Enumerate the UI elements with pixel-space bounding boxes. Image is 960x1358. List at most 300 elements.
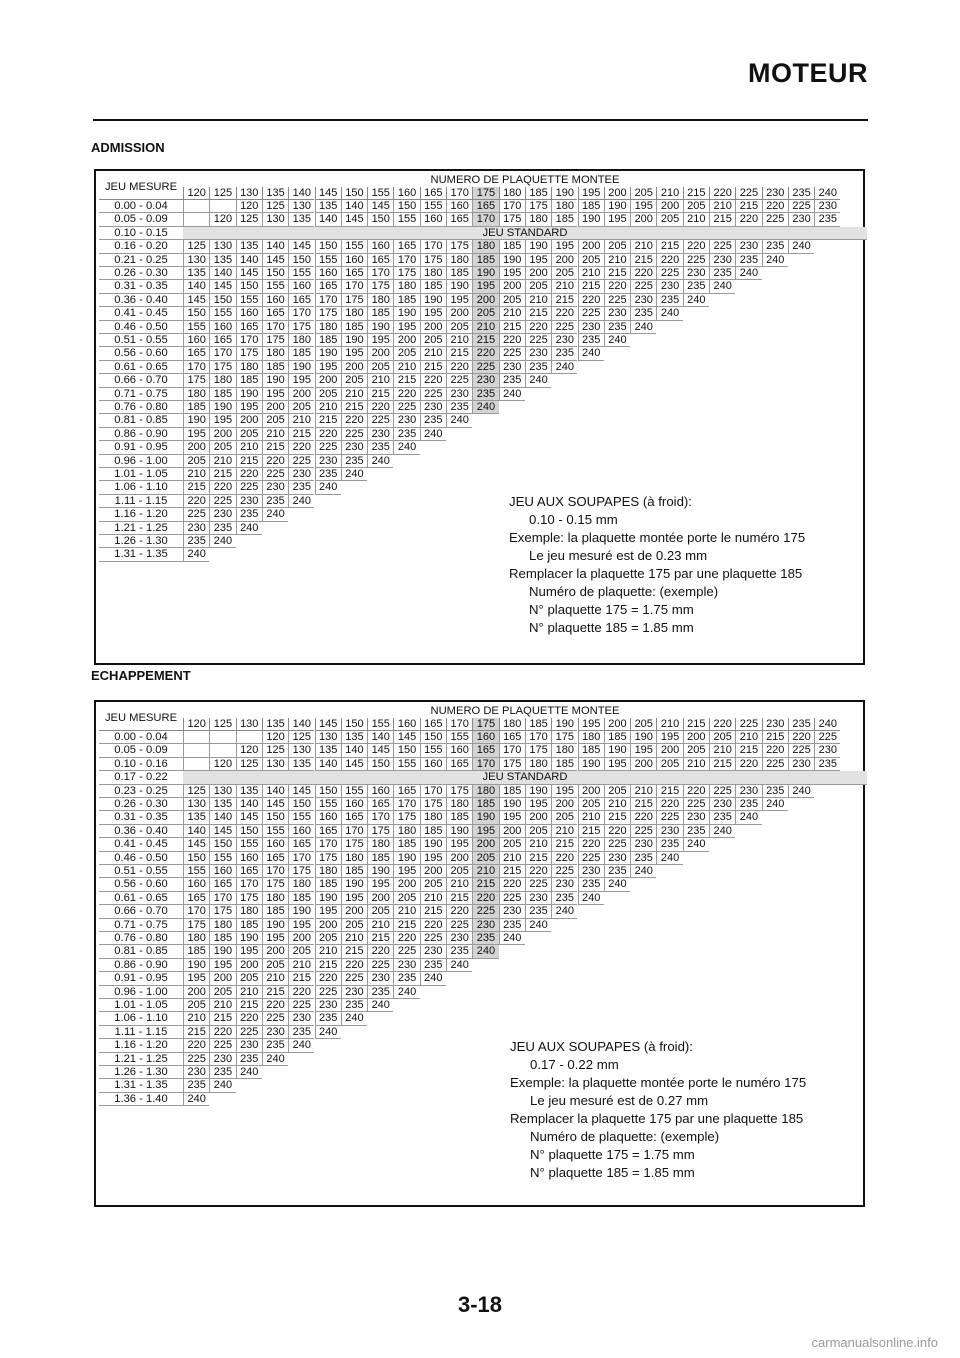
shim-value-cell: 150: [209, 294, 235, 307]
shim-value-cell: 160: [236, 852, 262, 865]
shim-value-cell: 220: [683, 240, 709, 253]
shim-value-cell: 175: [525, 744, 551, 757]
notes-measured: Le jeu mesuré est de 0.23 mm: [529, 548, 708, 563]
shim-value-cell: 200: [183, 441, 209, 454]
shim-value-cell: 205: [683, 744, 709, 757]
shim-value-cell: 215: [236, 455, 262, 468]
shim-value-cell: 200: [183, 986, 209, 999]
shim-value-cell: 215: [315, 959, 341, 972]
empty-cell: [209, 200, 235, 213]
shim-value-cell: 125: [236, 213, 262, 226]
shim-value-cell: 170: [499, 744, 525, 757]
shim-value-cell: 210: [709, 200, 735, 213]
shim-value-cell: 185: [209, 932, 235, 945]
echappement-panel: [94, 700, 865, 1207]
shim-value-cell: 135: [236, 240, 262, 253]
shim-value-cell: 140: [341, 744, 367, 757]
shim-value-cell: 170: [315, 838, 341, 851]
shim-value-cell: 195: [315, 905, 341, 918]
shim-value-cell: 190: [341, 334, 367, 347]
header-jeu-mesure: JEU MESURE: [99, 174, 183, 200]
shim-value-cell: 145: [236, 267, 262, 280]
measured-clearance-cell: 0.21 - 0.25: [99, 254, 183, 267]
shim-value-cell: 215: [288, 428, 314, 441]
shim-value-cell: 195: [288, 374, 314, 387]
shim-value-cell: 240: [709, 825, 735, 838]
shim-value-cell: 235: [315, 468, 341, 481]
pad-header-cell: 220: [709, 718, 735, 731]
shim-value-cell: 145: [183, 838, 209, 851]
pad-header-cell: 195: [578, 187, 604, 200]
shim-value-cell: 235: [472, 932, 498, 945]
shim-value-cell: 225: [262, 1012, 288, 1025]
shim-value-cell: 210: [446, 334, 472, 347]
pad-header-cell: 125: [209, 187, 235, 200]
shim-value-cell: 180: [236, 905, 262, 918]
shim-value-cell: 155: [341, 785, 367, 798]
shim-value-cell: 190: [288, 361, 314, 374]
measured-clearance-cell: 0.61 - 0.65: [99, 361, 183, 374]
shim-value-cell: 180: [472, 240, 498, 253]
shim-value-cell: 205: [183, 999, 209, 1012]
pad-header-cell: 120: [183, 187, 209, 200]
shim-value-cell: 150: [315, 240, 341, 253]
shim-value-cell: 195: [262, 388, 288, 401]
shim-value-cell: 200: [472, 838, 498, 851]
shim-value-cell: 195: [393, 321, 419, 334]
shim-value-cell: 200: [446, 852, 472, 865]
shim-value-cell: 240: [762, 254, 788, 267]
shim-value-cell: 140: [209, 267, 235, 280]
shim-value-cell: 205: [315, 932, 341, 945]
shim-value-cell: 220: [472, 347, 498, 360]
measured-clearance-cell: 0.51 - 0.55: [99, 865, 183, 878]
shim-value-cell: 210: [551, 825, 577, 838]
shim-value-cell: 215: [420, 905, 446, 918]
shim-value-cell: 190: [236, 388, 262, 401]
shim-value-cell: 185: [367, 307, 393, 320]
pad-header-cell: 130: [236, 187, 262, 200]
shim-value-cell: 220: [630, 267, 656, 280]
shim-value-cell: 230: [341, 986, 367, 999]
shim-value-cell: 185: [288, 347, 314, 360]
shim-value-cell: 185: [551, 213, 577, 226]
shim-value-cell: 225: [709, 785, 735, 798]
shim-value-cell: 120: [209, 758, 235, 771]
shim-value-cell: 180: [472, 785, 498, 798]
measured-clearance-cell: 0.05 - 0.09: [99, 213, 183, 226]
shim-value-cell: 150: [393, 744, 419, 757]
shim-value-cell: 180: [393, 825, 419, 838]
shim-value-cell: 220: [393, 932, 419, 945]
shim-value-cell: 175: [499, 758, 525, 771]
header-rule: [93, 119, 868, 121]
measured-clearance-cell: 1.21 - 1.25: [99, 1053, 183, 1066]
shim-value-cell: 235: [709, 811, 735, 824]
echappement-notes: [510, 1038, 806, 1182]
shim-value-cell: 180: [288, 334, 314, 347]
shim-value-cell: 215: [183, 1026, 209, 1039]
shim-value-cell: 235: [393, 972, 419, 985]
shim-value-cell: 210: [446, 878, 472, 891]
shim-value-cell: 195: [446, 838, 472, 851]
shim-value-cell: 210: [499, 852, 525, 865]
shim-value-cell: 190: [209, 401, 235, 414]
shim-value-cell: 155: [315, 798, 341, 811]
measured-clearance-cell: 0.16 - 0.20: [99, 240, 183, 253]
shim-value-cell: 185: [578, 200, 604, 213]
shim-value-cell: 170: [393, 254, 419, 267]
pad-header-cell: 185: [525, 718, 551, 731]
notes-example: Exemple: la plaquette montée porte le numéro 175: [510, 1075, 807, 1090]
notes-title: JEU AUX SOUPAPES (à froid):: [509, 494, 692, 509]
shim-value-cell: 170: [209, 347, 235, 360]
shim-value-cell: 215: [630, 254, 656, 267]
shim-value-cell: 125: [262, 200, 288, 213]
shim-value-cell: 170: [315, 294, 341, 307]
shim-value-cell: 225: [183, 508, 209, 521]
shim-value-cell: 210: [236, 441, 262, 454]
pad-header-cell: 135: [262, 187, 288, 200]
shim-value-cell: 220: [525, 321, 551, 334]
shim-value-cell: 215: [209, 468, 235, 481]
measured-clearance-cell: 0.36 - 0.40: [99, 294, 183, 307]
shim-value-cell: 220: [656, 254, 682, 267]
shim-value-cell: 235: [288, 1026, 314, 1039]
shim-value-cell: 215: [367, 388, 393, 401]
pad-header-cell: 125: [209, 718, 235, 731]
shim-value-cell: 220: [551, 852, 577, 865]
shim-value-cell: 155: [183, 321, 209, 334]
shim-value-cell: 235: [262, 495, 288, 508]
shim-value-cell: 230: [499, 361, 525, 374]
shim-value-cell: 235: [656, 838, 682, 851]
shim-value-cell: 155: [288, 267, 314, 280]
shim-value-cell: 145: [183, 294, 209, 307]
shim-value-cell: 240: [288, 1039, 314, 1052]
pad-header-cell: 205: [630, 718, 656, 731]
shim-value-cell: 235: [446, 401, 472, 414]
shim-value-cell: 175: [315, 852, 341, 865]
shim-value-cell: 230: [393, 959, 419, 972]
pad-header-cell: 140: [288, 187, 314, 200]
shim-value-cell: 175: [183, 919, 209, 932]
shim-value-cell: 215: [183, 481, 209, 494]
shim-value-cell: 235: [262, 1039, 288, 1052]
shim-value-cell: 195: [525, 798, 551, 811]
shim-value-cell: 240: [262, 1053, 288, 1066]
shim-value-cell: 145: [288, 785, 314, 798]
shim-value-cell: 210: [604, 254, 630, 267]
shim-value-cell: 240: [341, 1012, 367, 1025]
shim-value-cell: 225: [341, 972, 367, 985]
shim-value-cell: 175: [551, 731, 577, 744]
shim-value-cell: 145: [367, 744, 393, 757]
shim-value-cell: 235: [499, 919, 525, 932]
shim-value-cell: 190: [341, 878, 367, 891]
measured-clearance-cell: 1.31 - 1.35: [99, 548, 183, 561]
shim-value-cell: 210: [683, 758, 709, 771]
shim-value-cell: 155: [393, 758, 419, 771]
shim-value-cell: 225: [209, 1039, 235, 1052]
empty-cell: [209, 731, 235, 744]
shim-value-cell: 160: [288, 280, 314, 293]
shim-value-cell: 165: [183, 347, 209, 360]
shim-value-cell: 205: [683, 200, 709, 213]
shim-value-cell: 200: [315, 919, 341, 932]
shim-value-cell: 240: [604, 878, 630, 891]
shim-value-cell: 210: [525, 294, 551, 307]
shim-value-cell: 225: [578, 307, 604, 320]
shim-value-cell: 145: [367, 200, 393, 213]
measured-clearance-cell: 0.46 - 0.50: [99, 852, 183, 865]
shim-value-cell: 165: [262, 852, 288, 865]
shim-value-cell: 225: [683, 254, 709, 267]
shim-value-cell: 225: [420, 388, 446, 401]
shim-value-cell: 240: [367, 999, 393, 1012]
shim-value-cell: 135: [183, 267, 209, 280]
shim-value-cell: 240: [578, 347, 604, 360]
shim-value-cell: 210: [472, 865, 498, 878]
shim-value-cell: 145: [209, 825, 235, 838]
shim-value-cell: 210: [472, 321, 498, 334]
shim-value-cell: 160: [341, 254, 367, 267]
notes-pad-number: Numéro de plaquette: (exemple): [529, 584, 719, 599]
shim-value-cell: 240: [578, 892, 604, 905]
shim-value-cell: 160: [183, 334, 209, 347]
shim-value-cell: 135: [315, 200, 341, 213]
shim-value-cell: 230: [288, 1012, 314, 1025]
measured-clearance-cell: 0.46 - 0.50: [99, 321, 183, 334]
shim-value-cell: 235: [656, 294, 682, 307]
shim-value-cell: 210: [578, 811, 604, 824]
shim-value-cell: 205: [446, 865, 472, 878]
empty-cell: [183, 200, 209, 213]
shim-value-cell: 175: [367, 825, 393, 838]
measured-clearance-cell: 0.71 - 0.75: [99, 919, 183, 932]
shim-value-cell: 225: [499, 347, 525, 360]
shim-value-cell: 240: [446, 959, 472, 972]
shim-value-cell: 230: [814, 744, 840, 757]
pad-header-cell: 190: [551, 187, 577, 200]
shim-value-cell: 190: [262, 919, 288, 932]
shim-value-cell: 165: [236, 865, 262, 878]
pad-header-cell: 150: [341, 718, 367, 731]
shim-value-cell: 230: [551, 878, 577, 891]
shim-value-cell: 130: [209, 240, 235, 253]
shim-value-cell: 205: [604, 240, 630, 253]
shim-value-cell: 155: [420, 200, 446, 213]
shim-value-cell: 140: [367, 731, 393, 744]
shim-value-cell: 165: [341, 811, 367, 824]
shim-value-cell: 205: [604, 785, 630, 798]
shim-value-cell: 230: [604, 307, 630, 320]
shim-value-cell: 220: [367, 945, 393, 958]
shim-value-cell: 215: [604, 267, 630, 280]
shim-value-cell: 165: [288, 294, 314, 307]
pad-header-cell: 145: [315, 187, 341, 200]
shim-value-cell: 230: [683, 811, 709, 824]
shim-value-cell: 140: [236, 254, 262, 267]
shim-value-cell: 145: [341, 213, 367, 226]
shim-value-cell: 195: [656, 731, 682, 744]
shim-value-cell: 195: [236, 401, 262, 414]
shim-value-cell: 235: [525, 905, 551, 918]
shim-value-cell: 190: [604, 744, 630, 757]
shim-value-cell: 205: [236, 428, 262, 441]
shim-value-cell: 185: [499, 240, 525, 253]
notes-title: JEU AUX SOUPAPES (à froid):: [510, 1039, 693, 1054]
shim-value-cell: 190: [183, 959, 209, 972]
shim-value-cell: 210: [288, 959, 314, 972]
shim-value-cell: 215: [551, 294, 577, 307]
shim-value-cell: 225: [630, 280, 656, 293]
shim-value-cell: 220: [551, 307, 577, 320]
shim-value-cell: 170: [393, 798, 419, 811]
shim-value-cell: 160: [367, 240, 393, 253]
shim-value-cell: 240: [236, 522, 262, 535]
shim-value-cell: 230: [420, 945, 446, 958]
admission-panel: [94, 169, 865, 665]
shim-value-cell: 220: [446, 905, 472, 918]
shim-value-cell: 230: [262, 1026, 288, 1039]
shim-value-cell: 165: [367, 254, 393, 267]
shim-value-cell: 240: [525, 374, 551, 387]
measured-clearance-cell: 1.26 - 1.30: [99, 1066, 183, 1079]
measured-clearance-cell: 1.06 - 1.10: [99, 481, 183, 494]
shim-value-cell: 175: [288, 865, 314, 878]
shim-value-cell: 200: [236, 959, 262, 972]
shim-value-cell: 195: [551, 785, 577, 798]
measured-clearance-cell: 0.31 - 0.35: [99, 811, 183, 824]
shim-value-cell: 190: [525, 785, 551, 798]
shim-value-cell: 180: [525, 758, 551, 771]
shim-value-cell: 220: [604, 825, 630, 838]
shim-value-cell: 215: [341, 401, 367, 414]
shim-value-cell: 230: [183, 522, 209, 535]
header-numero-plaquette: NUMERO DE PLAQUETTE MONTEE: [430, 174, 620, 186]
shim-value-cell: 240: [762, 798, 788, 811]
shim-value-cell: 225: [315, 986, 341, 999]
shim-value-cell: 220: [341, 414, 367, 427]
shim-value-cell: 215: [393, 919, 419, 932]
measured-clearance-cell: 0.23 - 0.25: [99, 785, 183, 798]
shim-value-cell: 175: [499, 213, 525, 226]
shim-value-cell: 215: [551, 838, 577, 851]
shim-value-cell: 160: [472, 731, 498, 744]
shim-value-cell: 195: [209, 414, 235, 427]
shim-value-cell: 230: [630, 294, 656, 307]
shim-value-cell: 195: [209, 959, 235, 972]
shim-value-cell: 235: [762, 240, 788, 253]
shim-value-cell: 225: [288, 999, 314, 1012]
shim-value-cell: 195: [604, 213, 630, 226]
notes-replace: Remplacer la plaquette 175 par une plaquette 185: [509, 566, 803, 581]
notes-pad-a: N° plaquette 175 = 1.75 mm: [530, 1147, 695, 1162]
shim-value-cell: 220: [315, 428, 341, 441]
shim-value-cell: 165: [367, 798, 393, 811]
measured-clearance-cell: 1.31 - 1.35: [99, 1079, 183, 1092]
shim-value-cell: 160: [183, 878, 209, 891]
shim-value-cell: 225: [446, 919, 472, 932]
shim-value-cell: 210: [367, 919, 393, 932]
shim-value-cell: 160: [209, 321, 235, 334]
shim-value-cell: 235: [604, 865, 630, 878]
shim-value-cell: 205: [288, 401, 314, 414]
echappement-title: ECHAPPEMENT: [91, 668, 191, 683]
shim-value-cell: 240: [420, 972, 446, 985]
shim-value-cell: 220: [236, 468, 262, 481]
shim-value-cell: 190: [367, 865, 393, 878]
shim-value-cell: 210: [420, 892, 446, 905]
shim-value-cell: 210: [209, 999, 235, 1012]
shim-value-cell: 180: [393, 280, 419, 293]
shim-value-cell: 235: [341, 999, 367, 1012]
shim-value-cell: 220: [735, 213, 761, 226]
shim-value-cell: 170: [367, 267, 393, 280]
shim-value-cell: 230: [788, 213, 814, 226]
shim-value-cell: 125: [183, 785, 209, 798]
measured-clearance-cell: 0.10 - 0.16: [99, 758, 183, 771]
shim-value-cell: 155: [420, 744, 446, 757]
pad-header-cell: 165: [420, 187, 446, 200]
shim-value-cell: 240: [209, 535, 235, 548]
shim-value-cell: 225: [183, 1053, 209, 1066]
shim-value-cell: 230: [288, 468, 314, 481]
shim-value-cell: 190: [262, 374, 288, 387]
shim-value-cell: 185: [420, 280, 446, 293]
shim-value-cell: 215: [499, 321, 525, 334]
measured-clearance-cell: 0.41 - 0.45: [99, 838, 183, 851]
shim-value-cell: 130: [183, 798, 209, 811]
admission-title: ADMISSION: [91, 140, 165, 155]
standard-clearance-band: JEU STANDARD: [183, 771, 867, 784]
shim-value-cell: 200: [209, 972, 235, 985]
measured-clearance-cell: 0.26 - 0.30: [99, 798, 183, 811]
shim-value-cell: 140: [183, 280, 209, 293]
shim-value-cell: 210: [262, 428, 288, 441]
shim-value-cell: 225: [367, 414, 393, 427]
pad-header-cell: 165: [420, 718, 446, 731]
shim-value-cell: 190: [183, 414, 209, 427]
shim-value-cell: 130: [183, 254, 209, 267]
shim-value-cell: 155: [209, 307, 235, 320]
shim-value-cell: 140: [315, 213, 341, 226]
pad-header-cell: 195: [578, 718, 604, 731]
shim-value-cell: 130: [262, 758, 288, 771]
shim-value-cell: 165: [393, 240, 419, 253]
shim-value-cell: 180: [551, 744, 577, 757]
shim-value-cell: 195: [315, 361, 341, 374]
shim-value-cell: 170: [288, 852, 314, 865]
measured-clearance-cell: 0.76 - 0.80: [99, 401, 183, 414]
shim-value-cell: 140: [315, 758, 341, 771]
shim-value-cell: 190: [288, 905, 314, 918]
shim-value-cell: 240: [630, 321, 656, 334]
measured-clearance-cell: 0.96 - 1.00: [99, 455, 183, 468]
notes-pad-number: Numéro de plaquette: (exemple): [530, 1129, 720, 1144]
shim-value-cell: 240: [367, 455, 393, 468]
shim-value-cell: 235: [578, 878, 604, 891]
shim-value-cell: 145: [288, 240, 314, 253]
shim-value-cell: 195: [472, 825, 498, 838]
shim-value-cell: 135: [288, 213, 314, 226]
shim-value-cell: 170: [236, 878, 262, 891]
notes-pad-a: N° plaquette 175 = 1.75 mm: [529, 602, 694, 617]
header-jeu-mesure: JEU MESURE: [99, 705, 183, 731]
shim-value-cell: 185: [604, 731, 630, 744]
shim-value-cell: 185: [551, 758, 577, 771]
